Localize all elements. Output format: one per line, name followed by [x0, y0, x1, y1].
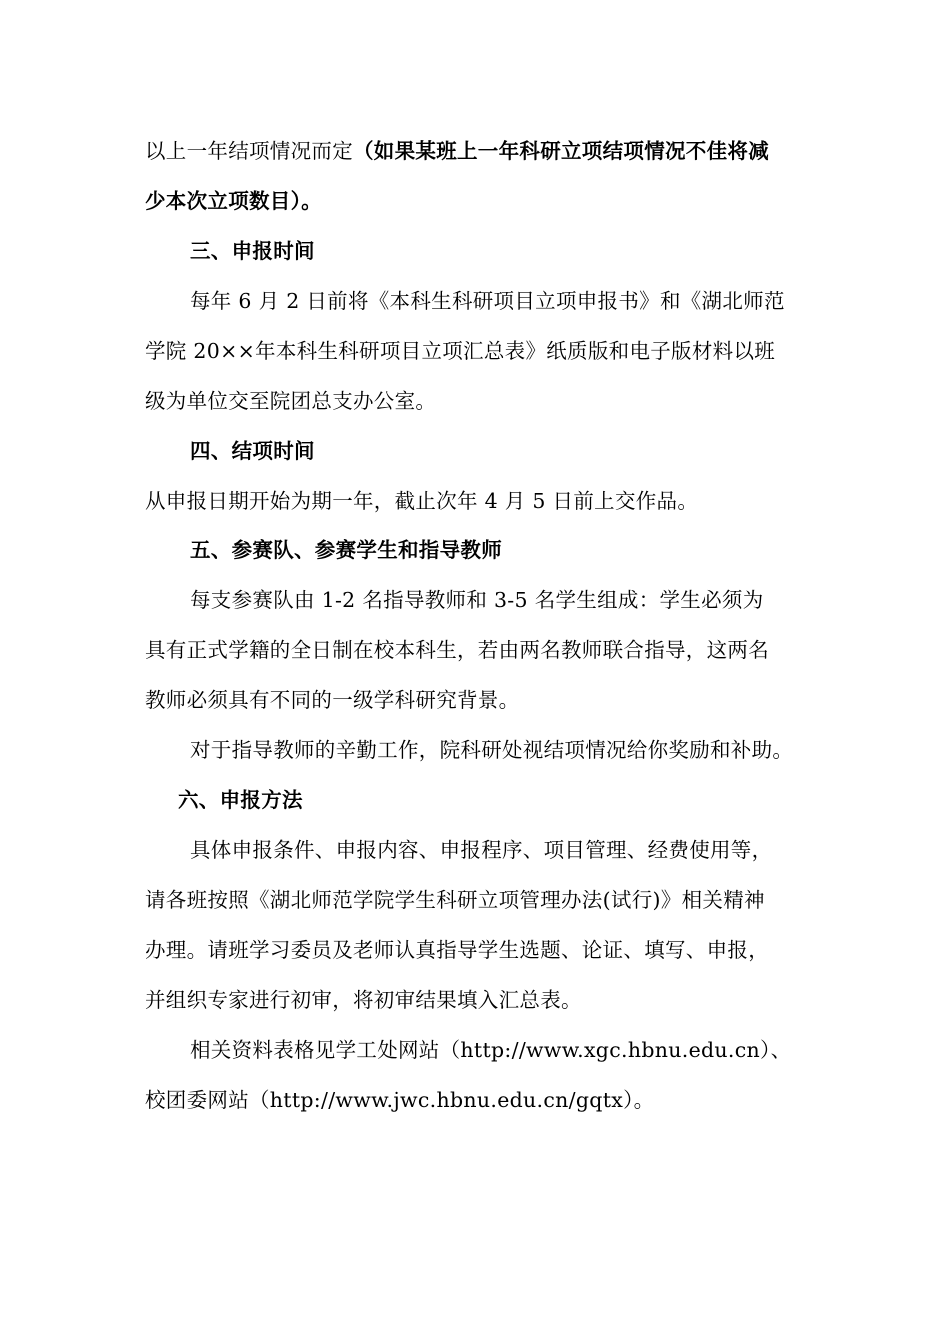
section-heading-6: 六、申报方法	[178, 788, 303, 812]
paragraph-line: 从申报日期开始为期一年，截止次年 4 月 5 日前上交作品。	[145, 489, 699, 513]
paragraph-line: 请各班按照《湖北师范学院学生科研立项管理办法(试行)》相关精神	[145, 888, 765, 912]
paragraph-line: 具体申报条件、申报内容、申报程序、项目管理、经费使用等，	[190, 838, 773, 862]
paragraph-line: 级为单位交至院团总支办公室。	[145, 389, 437, 413]
paragraph-line: 办理。请班学习委员及老师认真指导学生选题、论证、填写、申报，	[145, 938, 769, 962]
paragraph-line: 教师必须具有不同的一级学科研究背景。	[145, 688, 520, 712]
paragraph-line: 对于指导教师的辛勤工作，院科研处视结项情况给你奖励和补助。	[190, 738, 794, 762]
paragraph-bold-text: （如果某班上一年科研立项结项情况不佳将减	[353, 139, 769, 163]
paragraph-line: 每年 6 月 2 日前将《本科生科研项目立项申报书》和《湖北师范	[190, 289, 785, 313]
paragraph-line: 学院 20××年本科生科研项目立项汇总表》纸质版和电子版材料以班	[145, 339, 776, 363]
paragraph-line: 少本次立项数目）。	[145, 189, 322, 213]
paragraph-text: 以上一年结项情况而定	[145, 139, 353, 163]
paragraph-line: 具有正式学籍的全日制在校本科生，若由两名教师联合指导，这两名	[145, 638, 769, 662]
paragraph-line: 并组织专家进行初审，将初审结果填入汇总表。	[145, 988, 582, 1012]
paragraph-line-link: 校团委网站（http://www.jwc.hbnu.edu.cn/gqtx）。	[145, 1088, 655, 1112]
paragraph-line	[145, 137, 769, 165]
paragraph-line-link: 相关资料表格见学工处网站（http://www.xgc.hbnu.edu.cn）、	[190, 1038, 792, 1062]
section-heading-4: 四、结项时间	[190, 439, 315, 463]
paragraph-line: 每支参赛队由 1-2 名指导教师和 3-5 名学生组成：学生必须为	[190, 588, 764, 612]
section-heading-5: 五、参赛队、参赛学生和指导教师	[190, 538, 502, 562]
section-heading-3: 三、申报时间	[190, 239, 315, 263]
